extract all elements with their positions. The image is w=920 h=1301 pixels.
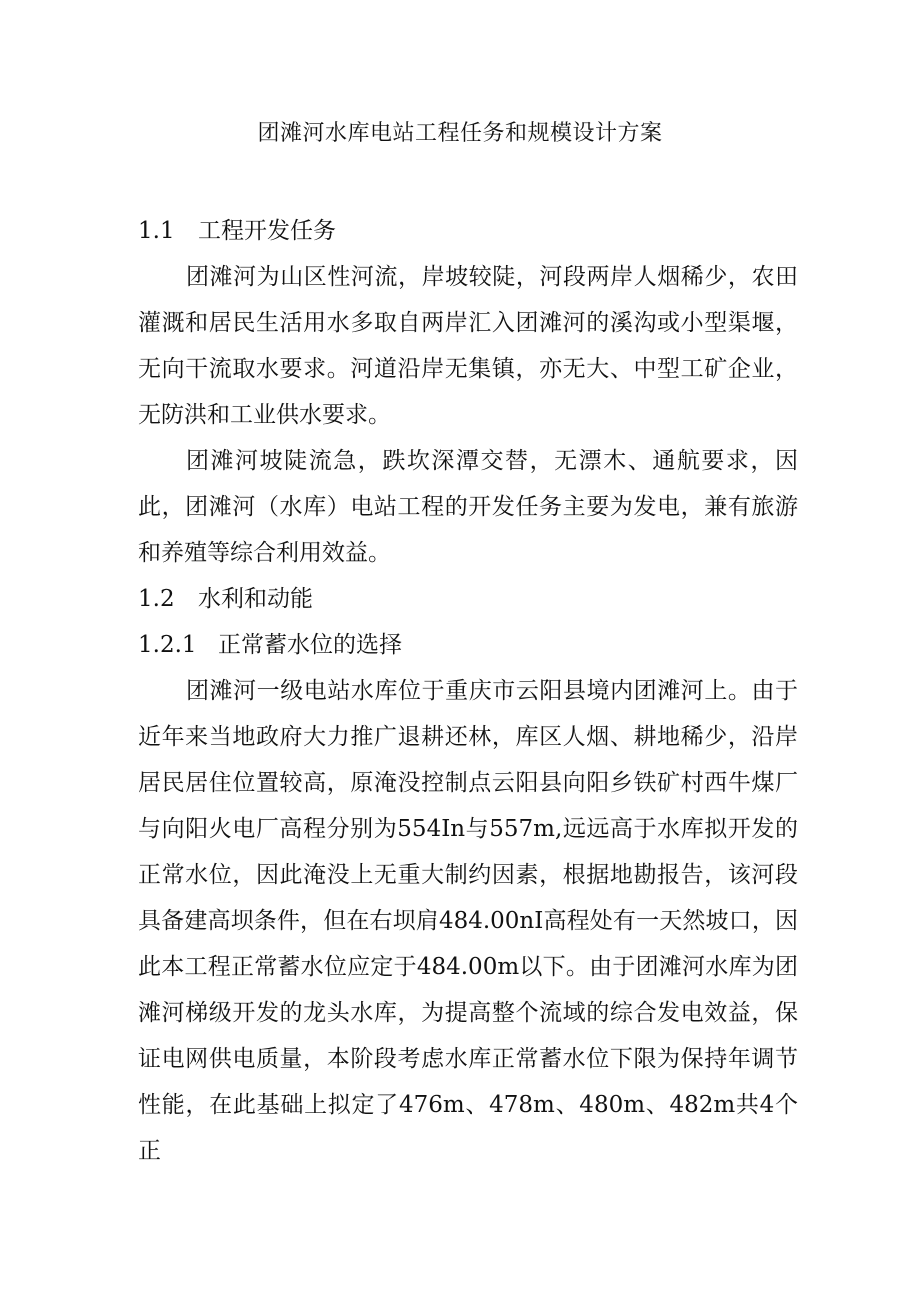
section-number: 1.2 [138, 586, 175, 612]
section-title: 工程开发任务 [198, 218, 336, 244]
document-title: 团滩河水库电站工程任务和规模设计方案 [257, 121, 663, 146]
section-number: 1.1 [138, 218, 175, 244]
document-body [138, 208, 798, 1174]
paragraph: 团滩河一级电站水库位于重庆市云阳县境内团滩河上。由于近年来当地政府大力推广退耕还林，库区人烟、耕地稀少，沿岸居民居住位置较高，原淹没控制点云阳县向阳乡铁矿村西牛煤厂与向阳火电厂高程分别为554In与557m,远远高于水库拟开发的正常水位，因此淹没上无重大制约因素，根据地勘报告，该河段具备建高坝条件，但在右坝肩484.00nI高程处有一天然坡口，因此本工程正常蓄水位应定于484.00m以下。由于团滩河水库为团滩河梯级开发的龙头水库，为提高整个流域的综合发电效益，保证电网供电质量，本阶段考虑水库正常蓄水位下限为保持年调节性能，在此基础上拟定了476m、478m、480m、482m共4个正 [138, 678, 798, 1164]
section-number: 1.2.1 [138, 632, 197, 658]
section-heading-1-2-1 [138, 622, 798, 668]
section-title: 水利和动能 [198, 586, 313, 612]
paragraph: 团滩河为山区性河流，岸坡较陡，河段两岸人烟稀少，农田灌溉和居民生活用水多取自两岸汇入团滩河的溪沟或小型渠堰，无向干流取水要求。河道沿岸无集镇，亦无大、中型工矿企业，无防洪和工业供水要求。 [138, 264, 798, 428]
paragraph: 团滩河坡陡流急，跌坎深潭交替，无漂木、通航要求，因此，团滩河（水库）电站工程的开发任务主要为发电，兼有旅游和养殖等综合利用效益。 [138, 448, 798, 566]
section-title: 正常蓄水位的选择 [218, 632, 402, 658]
section-heading-1-2 [138, 576, 798, 622]
section-heading-1-1 [138, 208, 798, 254]
